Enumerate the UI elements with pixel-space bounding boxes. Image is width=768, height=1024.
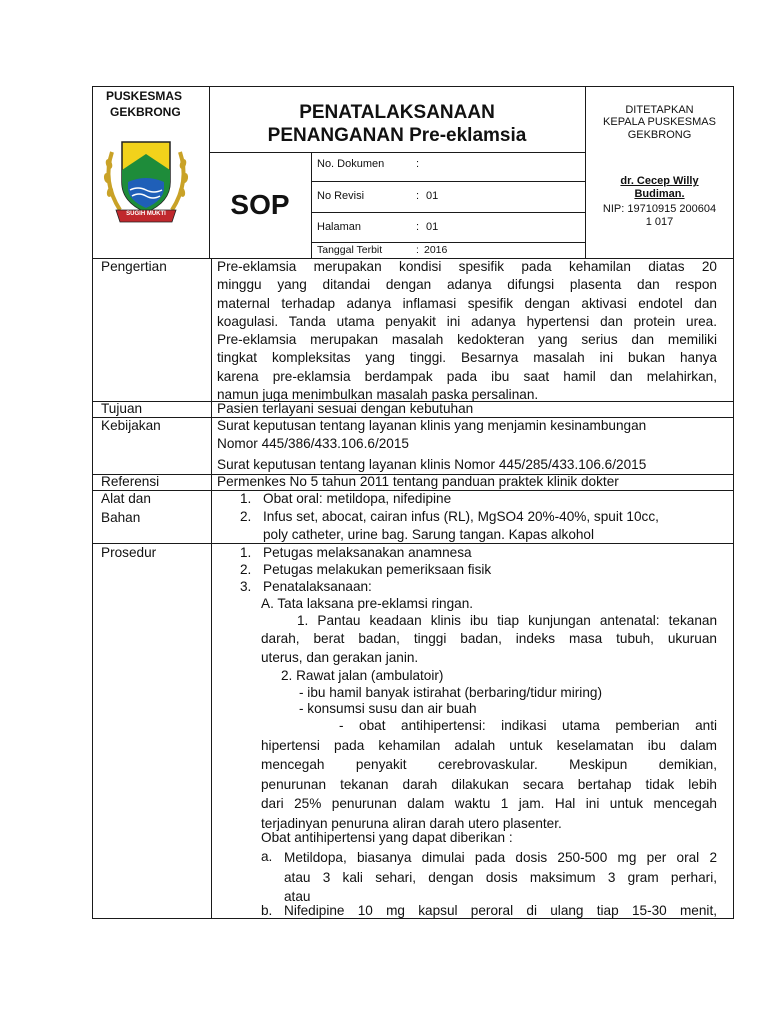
table-border-top: [92, 86, 734, 87]
pengertian-line: tingkat kompleksitas yang tinggi. Besarnya masalah ini bukan hanya: [217, 350, 717, 366]
label-pengertian: Pengertian: [101, 259, 167, 274]
prosedur-point2: 2. Rawat jalan (ambulatoir): [281, 668, 444, 683]
label-referensi: Referensi: [101, 474, 160, 489]
label-kebijakan: Kebijakan: [101, 418, 161, 433]
prosedur-point1: [261, 612, 717, 667]
alat-item2-line2: poly catheter, urine bag. Sarung tangan. Kapas alkohol: [263, 527, 595, 542]
kebijakan-line3: Surat keputusan tentang layanan klinis Nomor 445/285/433.106.6/2015: [217, 457, 647, 472]
body-column-divider: [211, 258, 212, 919]
org-name-line1: PUSKESMAS: [106, 89, 183, 103]
alat-item2-number: 2.: [240, 509, 252, 524]
label-alat-line1: Alat dan: [101, 491, 151, 506]
pengertian-line: karena pre-eklamsia berdampak pada ibu saat hamil dan melahirkan,: [217, 368, 717, 384]
tujuan-text: Pasien terlayani sesuai dengan kebutuhan: [217, 401, 474, 416]
meta-sep-halaman: :: [416, 221, 420, 233]
sop-label: SOP: [230, 189, 290, 220]
pengertian-line: koagulasi. Tanda utama penyakit ini adanya hypertensi dan protein urea.: [217, 313, 717, 329]
meta-label-no-dokumen: No. Dokumen: [317, 158, 385, 170]
signer-name-line2: Budiman.: [634, 188, 685, 200]
prosedur-item-a-line: Metildopa, biasanya dimulai pada dosis 250-500 mg per oral 2: [284, 850, 717, 865]
prosedur-obat-paragraph: [261, 716, 717, 834]
prosedur-step1-text: Petugas melaksanakan anamnesa: [263, 545, 472, 560]
prosedur-item-a-number: a.: [261, 849, 273, 864]
signer-nip-line1: NIP: 19710915 200604: [602, 203, 717, 215]
org-name-line2: GEKBRONG: [110, 105, 181, 119]
meta-row-line-2: [311, 212, 585, 213]
prosedur-obat-intro: Obat antihipertensi yang dapat diberikan :: [261, 830, 513, 845]
prosedur-obat-line: mencegah penyakit cerebrovaskular. Meskipun demikian,: [261, 757, 717, 773]
prosedur-obat-line: dari 25% penurunan dalam waktu 1 jam. Hal ini untuk mencegah: [261, 796, 717, 812]
meta-label-halaman: Halaman: [317, 221, 362, 233]
meta-row-line-3: [311, 242, 585, 243]
pengertian-line: minggu yang ditandai dengan adanya difungsi plasenta dan respon: [217, 277, 717, 293]
pengertian-line: maternal terhadap adanya inflamasi spesifik dengan aktivasi endotel dan: [217, 295, 717, 311]
prosedur-point1-line: darah, berat badan, tinggi badan, indeks masa tubuh, ukuruan: [261, 631, 717, 647]
meta-value-no-revisi: 01: [426, 190, 439, 202]
prosedur-step3-text: Penatalaksanaan:: [263, 579, 372, 594]
puskesmas-logo: [98, 132, 194, 228]
prosedur-point1-line: uterus, dan gerakan janin.: [261, 649, 419, 665]
prosedur-item-a-line: atau 3 kali sehari, dengan dosis maksimum 3 gram perhari,: [284, 869, 717, 885]
label-tujuan: Tujuan: [101, 401, 143, 416]
prosedur-item-a: [284, 848, 717, 907]
meta-value-tanggal-terbit: 2016: [424, 244, 448, 256]
meta-label-no-revisi: No Revisi: [317, 190, 365, 202]
kebijakan-line1: Surat keputusan tentang layanan klinis yang menjamin kesinambungan: [217, 418, 647, 433]
alat-item2-line1: Infus set, abocat, cairan infus (RL), MgSO4 20%-40%, spuit 10cc,: [263, 509, 659, 524]
meta-sep-tanggal-terbit: :: [416, 244, 419, 256]
prosedur-step1-number: 1.: [240, 545, 252, 560]
meta-value-halaman: 01: [426, 221, 439, 233]
prosedur-obat-line: penurunan tekanan darah dilakukan secara bertahap tidak lebih: [261, 776, 717, 792]
prosedur-item-b-line: Nifedipine 10 mg kapsul peroral di ulang tiap 15-30 menit,: [284, 903, 717, 918]
pengertian-line: namun juga menimbulkan masalah paska persalinan.: [217, 387, 539, 403]
prosedur-step3-number: 3.: [240, 579, 252, 594]
prosedur-step2-text: Petugas melakukan pemeriksaan fisik: [263, 562, 492, 577]
meta-sep-no-revisi: :: [416, 190, 420, 202]
approval-line1: DITETAPKAN: [625, 104, 694, 116]
table-border-left: [92, 86, 93, 919]
table-border-right: [733, 86, 734, 919]
prosedur-item-b-number: b.: [261, 903, 273, 918]
header-title-bottom: [209, 152, 585, 153]
logo-motto: SUGIH MUKTI: [126, 211, 166, 217]
prosedur-point1-line: 1. Pantau keadaan klinis ibu tiap kunjungan antenatal: tekanan: [297, 613, 717, 628]
prosedur-subsection-a: A. Tata laksana pre-eklamsi ringan.: [261, 596, 474, 611]
document-title-line2: PENANGANAN Pre-eklamsia: [267, 125, 527, 146]
prosedur-item-a-line: atau: [284, 889, 311, 904]
prosedur-item-b: [284, 902, 717, 920]
alat-item1-text: Obat oral: metildopa, nifedipine: [263, 491, 452, 506]
approval-line3: GEKBRONG: [627, 129, 692, 141]
signer-name-line1: dr. Cecep Willy: [620, 175, 699, 187]
pengertian-text: [217, 258, 717, 404]
pengertian-line: Pre-eklamsia merupakan masalah kedokteran yang serius dan memiliki: [217, 332, 717, 348]
document-title-line1: PENATALAKSANAAN: [299, 102, 495, 123]
signer-nip-line2: 1 017: [645, 216, 674, 228]
meta-row-line-1: [311, 181, 585, 182]
prosedur-obat-line: - obat antihipertensi: indikasi utama pemberian anti: [339, 718, 717, 733]
alat-item1-number: 1.: [240, 491, 252, 506]
prosedur-obat-line: hipertensi pada kehamilan adalah untuk keselamatan ibu dalam: [261, 737, 717, 753]
meta-label-tanggal-terbit: Tanggal Terbit: [317, 244, 383, 256]
label-alat-line2: Bahan: [101, 510, 141, 525]
pengertian-line: Pre-eklamsia merupakan kondisi spesifik pada kehamilan diatas 20: [217, 259, 717, 274]
approval-line2: KEPALA PUSKESMAS: [603, 116, 716, 128]
label-prosedur: Prosedur: [101, 545, 157, 560]
prosedur-step2-number: 2.: [240, 562, 252, 577]
referensi-text: Permenkes No 5 tahun 2011 tentang panduan praktek klinik dokter: [217, 474, 619, 489]
kebijakan-line2: Nomor 445/386/433.106.6/2015: [217, 436, 409, 451]
meta-sep-no-dokumen: :: [416, 158, 420, 170]
prosedur-obat-line: terjadinyan penuruna aliran darah utero plasenter.: [261, 815, 562, 831]
prosedur-dash2: - konsumsi susu dan air buah: [299, 701, 477, 716]
prosedur-dash1: - ibu hamil banyak istirahat (berbaring/tidur miring): [299, 685, 602, 700]
